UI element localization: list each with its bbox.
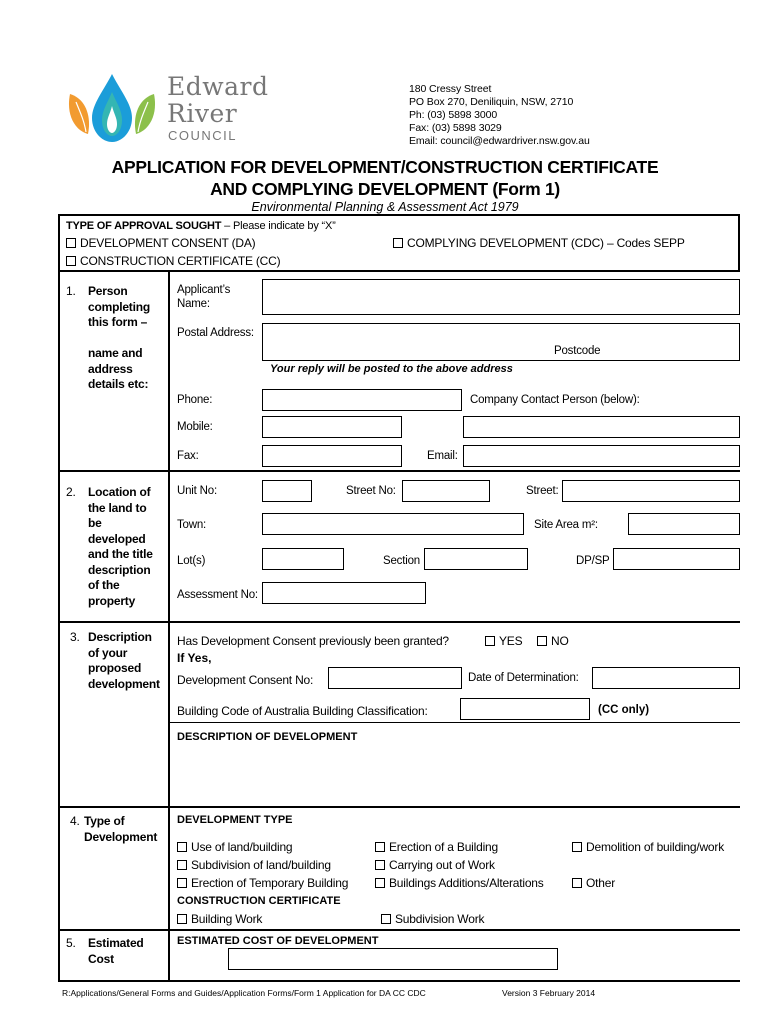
frame-bottom-border [58, 980, 740, 982]
mobile-field[interactable] [262, 416, 402, 438]
checkbox-yes[interactable] [485, 636, 495, 646]
date-determination-field[interactable] [592, 667, 740, 689]
form-subtitle: Environmental Planning & Assessment Act 1979 [251, 200, 519, 214]
option-label: Subdivision Work [395, 912, 485, 926]
prior-consent-question: Has Development Consent previously been granted? [177, 634, 449, 648]
divider-s3 [58, 806, 740, 808]
approval-instruction: – Please indicate by “X” [221, 220, 336, 232]
section-1-title-line: address [88, 361, 133, 376]
street-no-field[interactable] [402, 480, 490, 502]
section-1-title-line: name and [88, 346, 143, 360]
option-yes[interactable] [485, 634, 522, 648]
applicant-name-label [177, 283, 230, 311]
address-line: Ph: (03) 5898 3000 [409, 109, 498, 121]
checkbox-da[interactable] [66, 238, 76, 248]
dpsp-field[interactable] [613, 548, 740, 570]
bca-field[interactable] [460, 698, 590, 720]
address-email: Email: council@edwardriver.nsw.gov.au [409, 135, 590, 147]
option-cdc-label: COMPLYING DEVELOPMENT (CDC) – Codes SEPP [407, 236, 685, 250]
option-label: Building Work [191, 912, 263, 926]
checkbox-additions[interactable] [375, 878, 385, 888]
option-other[interactable] [572, 876, 615, 890]
section-1-title [88, 284, 150, 393]
estimated-cost-heading: ESTIMATED COST OF DEVELOPMENT [177, 935, 379, 947]
frame-top-border [58, 214, 740, 216]
street-no-label: Street No: [346, 485, 396, 497]
option-subdivision-work[interactable] [381, 912, 484, 926]
fax-label: Fax: [177, 450, 199, 462]
unit-no-label: Unit No: [177, 485, 217, 497]
section-field[interactable] [424, 548, 528, 570]
section-3-title-line: of your [88, 645, 128, 660]
option-erection-building[interactable] [375, 840, 498, 854]
site-area-label: Site Area m²: [534, 519, 598, 531]
address-line: 180 Cressy Street [409, 83, 492, 95]
section-2-title-line: of the [88, 578, 120, 592]
construction-certificate-heading: CONSTRUCTION CERTIFICATE [177, 895, 341, 907]
fax-field[interactable] [262, 445, 402, 467]
applicant-name-field[interactable] [262, 279, 740, 315]
section-4-title-line: Type of [84, 814, 125, 828]
checkbox-cdc[interactable] [393, 238, 403, 248]
option-cc-label: CONSTRUCTION CERTIFICATE (CC) [80, 254, 281, 268]
logo-text-edward: Edward [167, 72, 269, 101]
option-use-of-land[interactable] [177, 840, 292, 854]
option-da-label: DEVELOPMENT CONSENT (DA) [80, 236, 256, 250]
estimated-cost-field[interactable] [228, 948, 558, 970]
checkbox-demolition[interactable] [572, 842, 582, 852]
applicant-name-label-line: Name: [177, 298, 210, 310]
option-no-label: NO [551, 634, 569, 648]
section-1-title-line: details etc: [88, 377, 149, 391]
checkbox-other[interactable] [572, 878, 582, 888]
address-line: PO Box 270, Deniliquin, NSW, 2710 [409, 96, 574, 108]
frame-left-border [58, 214, 60, 982]
divider-approval [58, 270, 740, 272]
site-area-field[interactable] [628, 513, 740, 535]
street-label: Street: [526, 485, 559, 497]
section-5-number: 5. [66, 936, 76, 950]
checkbox-no[interactable] [537, 636, 547, 646]
option-label: Demolition of building/work [586, 840, 725, 854]
section-4-number: 4. [70, 814, 80, 828]
option-label: Other [586, 876, 616, 890]
development-type-heading: DEVELOPMENT TYPE [177, 814, 293, 826]
unit-no-field[interactable] [262, 480, 312, 502]
section-1-title-line: this form – [88, 315, 148, 329]
checkbox-carrying-out-work[interactable] [375, 860, 385, 870]
option-cc[interactable] [66, 254, 280, 268]
lots-field[interactable] [262, 548, 344, 570]
option-da[interactable] [66, 236, 255, 250]
section-3-title [88, 630, 160, 692]
section-1-title-line [88, 331, 150, 347]
section-3-number: 3. [70, 630, 80, 644]
consent-no-field[interactable] [328, 667, 462, 689]
checkbox-subdivision[interactable] [177, 860, 187, 870]
town-field[interactable] [262, 513, 524, 535]
applicant-name-label-line: Applicant’s [177, 284, 231, 296]
checkbox-erection-building[interactable] [375, 842, 385, 852]
footer-version: Version 3 February 2014 [502, 988, 596, 998]
option-label: Use of land/building [191, 840, 293, 854]
section-1-number: 1. [66, 284, 76, 298]
option-additions[interactable] [375, 876, 544, 890]
checkbox-cc[interactable] [66, 256, 76, 266]
section-4-title-line: Development [84, 829, 158, 844]
divider-s1 [58, 470, 740, 472]
section-5-title [88, 936, 144, 967]
bca-label: Building Code of Australia Building Classification: [177, 704, 428, 718]
frame-right-border [738, 214, 740, 270]
cc-only-note: (CC only) [598, 704, 650, 716]
section-2-title-line: description [88, 562, 151, 577]
phone-label: Phone: [177, 394, 213, 406]
approval-heading-text: TYPE OF APPROVAL SOUGHT [66, 220, 222, 232]
if-yes-label: If Yes, [177, 651, 212, 665]
section-2-number: 2. [66, 485, 76, 499]
section-3-title-line: development [88, 676, 160, 691]
checkbox-use-of-land[interactable] [177, 842, 187, 852]
company-contact-field[interactable] [463, 416, 740, 438]
town-label: Town: [177, 519, 207, 531]
date-determination-label: Date of Determination: [468, 672, 579, 684]
footer-path: R:Applications/General Forms and Guides/Application Forms/Form 1 Application for DA CC CDC [62, 988, 426, 998]
option-label: Erection of Temporary Building [191, 876, 349, 890]
council-address [409, 83, 590, 148]
logo-emblem-icon [62, 72, 162, 144]
section-label: Section [383, 555, 420, 567]
option-yes-label: YES [499, 634, 523, 648]
mobile-label: Mobile: [177, 421, 213, 433]
consent-no-label: Development Consent No: [177, 673, 314, 687]
reply-note: Your reply will be posted to the above address [270, 363, 513, 375]
section-2-title-line: property [88, 593, 136, 608]
postal-address-field[interactable] [262, 323, 740, 361]
section-4-title [84, 814, 157, 845]
company-contact-label: Company Contact Person (below): [470, 394, 640, 406]
section-2-title-line: Location of [88, 485, 151, 499]
option-no[interactable] [537, 634, 569, 648]
description-heading: DESCRIPTION OF DEVELOPMENT [177, 731, 358, 743]
option-temporary-building[interactable] [177, 876, 348, 890]
divider-bca [168, 722, 740, 723]
section-3-title-line: proposed [88, 661, 142, 675]
form-title-line1: APPLICATION FOR DEVELOPMENT/CONSTRUCTION CERTIFICATE [111, 157, 659, 177]
section-2-title-line: the land to [88, 500, 147, 515]
lots-label: Lot(s) [177, 555, 206, 567]
option-label: Carrying out of Work [389, 858, 495, 872]
option-subdivision[interactable] [177, 858, 331, 872]
assessment-no-field[interactable] [262, 582, 426, 604]
postcode-label: Postcode [554, 345, 601, 357]
checkbox-temporary-building[interactable] [177, 878, 187, 888]
section-2-title [88, 485, 153, 609]
logo-text-council: COUNCIL [168, 128, 238, 143]
option-label: Subdivision of land/building [191, 858, 331, 872]
phone-field[interactable] [262, 389, 462, 411]
description-field[interactable] [172, 746, 738, 804]
section-1-title-line: completing [88, 299, 151, 314]
street-field[interactable] [562, 480, 740, 502]
checkbox-subdivision-work[interactable] [381, 914, 391, 924]
section-2-title-line: and the title [88, 547, 153, 561]
logo-text-river: River [167, 99, 238, 128]
section-2-title-line: be [88, 516, 102, 530]
section-2-title-line: developed [88, 531, 146, 546]
email-label: Email: [427, 450, 458, 462]
checkbox-building-work[interactable] [177, 914, 187, 924]
dpsp-label: DP/SP [576, 555, 610, 567]
option-carrying-out-work[interactable] [375, 858, 495, 872]
section-5-title-line: Estimated [88, 936, 144, 950]
divider-s4 [58, 929, 740, 931]
email-field[interactable] [463, 445, 740, 467]
section-1-title-line: Person [88, 284, 128, 298]
column-divider [168, 270, 170, 982]
section-3-title-line: Description [88, 630, 152, 644]
option-label: Buildings Additions/Alterations [389, 876, 544, 890]
option-demolition[interactable] [572, 840, 724, 854]
address-line: Fax: (03) 5898 3029 [409, 122, 502, 134]
assessment-no-label: Assessment No: [177, 589, 258, 601]
postal-address-label: Postal Address: [177, 327, 254, 339]
divider-s2 [58, 621, 740, 623]
option-building-work[interactable] [177, 912, 262, 926]
option-cdc[interactable] [393, 236, 685, 250]
section-5-title-line: Cost [88, 951, 114, 966]
approval-heading [66, 220, 336, 232]
option-label: Erection of a Building [389, 840, 499, 854]
form-title-line2: AND COMPLYING DEVELOPMENT (Form 1) [210, 179, 560, 199]
council-logo [62, 72, 282, 147]
